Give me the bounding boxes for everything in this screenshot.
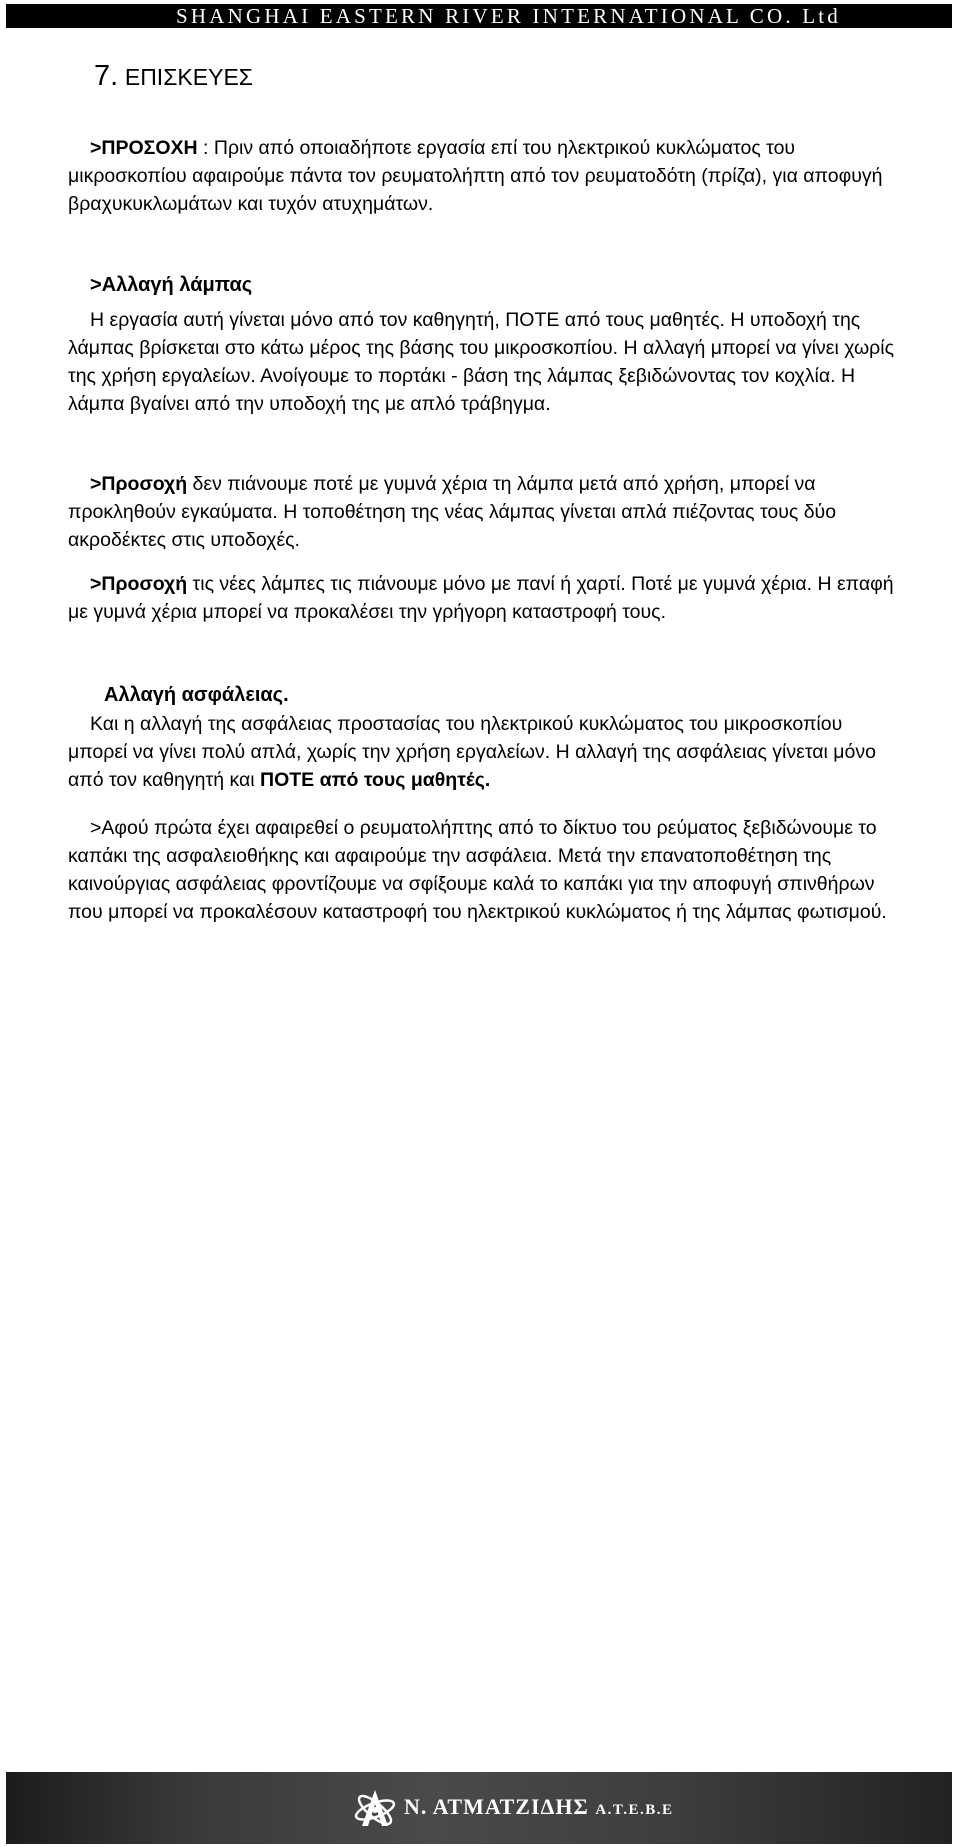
fuse-body-bold: ΠΟΤΕ από τους μαθητές. [260,769,491,791]
warning-text: : Πριν από οποιαδήποτε εργασία επί του ηλεκτρικού κυκλώματος του μικροσκοπίου αφαιρούμε πάντα τον ρευματολήπτη από τον ρευματοδότη (πρίζα), για αποφυγή βραχυκυκλωμάτων και τυχόν ατυχημάτων. [68,137,883,215]
fuse-body-paragraph [68,710,898,794]
fuse-step-text: >Αφού πρώτα έχει αφαιρεθεί ο ρευματολήπτης από το δίκτυο του ρεύματος ξεβιδώνουμε το καπάκι της ασφαλειοθήκης και αφαιρούμε την ασφάλεια. Μετά την επανατοποθέτηση της καινούργιας ασφάλειας φροντίζουμε να σφίξουμε καλά το καπάκι για την αποφυγή σπινθήρων που μπορεί να προκαλέσουν καταστροφή του ηλεκτρικού κυκλώματος ή της λάμπας φωτισμού. [68,817,887,923]
warning-paragraph [68,134,898,218]
lamp-body-paragraph [68,306,898,418]
lamp-caution1-paragraph [68,470,898,554]
atom-logo-icon [352,1786,398,1830]
header-bar [6,4,952,28]
lamp-body-text: Η εργασία αυτή γίνεται μόνο από τον καθηγητή, ΠΟΤΕ από τους μαθητές. Η υποδοχή της λάμπας βρίσκεται στο κάτω μέρος της βάσης του μικροσκοπίου. Η αλλαγή μπορεί να γίνει χωρίς της χρήση εργαλείων. Ανοίγουμε το πορτάκι - βάση της λάμπας ξεβιδώνοντας τον κοχλία. Η λάμπα βγαίνει από την υποδοχή της με απλό τράβηγμα. [68,309,894,415]
lamp-caution2-text: τις νέες λάμπες τις πιάνουμε μόνο με πανί ή χαρτί. Ποτέ με γυμνά χέρια. Η επαφή με γυμνά χέρια μπορεί να προκαλέσει την γρήγορη καταστροφή τους. [68,573,894,623]
warning-label: >ΠΡΟΣΟΧΗ [90,137,198,159]
lamp-heading: >Αλλαγή λάμπας [90,274,253,296]
footer-company [404,1794,674,1820]
fuse-step-paragraph [68,814,898,926]
section-number: 7. [94,60,119,92]
header-company-name: SHANGHAI EASTERN RIVER INTERNATIONAL CO. Ltd [176,4,841,28]
lamp-caution1-text: δεν πιάνουμε ποτέ με γυμνά χέρια τη λάμπα μετά από χρήση, μπορεί να προκληθούν εγκαύματα. Η τοποθέτηση της νέας λάμπας γίνεται απλά πιέζοντας τους δύο ακροδέκτες στις υποδοχές. [68,473,837,551]
fuse-heading: Αλλαγή ασφάλειας. [104,684,289,706]
lamp-caution2-label: >Προσοχή [90,573,188,595]
footer-company-name: Ν. ΑΤΜΑΤΖΙΔΗΣ [404,1794,589,1819]
section-title-text: ΕΠΙΣΚΕΥΕΣ [124,64,253,90]
fuse-body-text: Και η αλλαγή της ασφάλειας προστασίας του ηλεκτρικού κυκλώματος του μικροσκοπίου μπορεί να γίνει πολύ απλά, χωρίς την χρήση εργαλείων. Η αλλαγή της ασφάλειας γίνεται μόνο από τον καθηγητή και [68,713,876,791]
footer-company-suffix: Α.Τ.Ε.Β.Ε [595,1802,674,1818]
section-title [94,60,253,93]
lamp-caution2-paragraph [68,570,898,626]
lamp-caution1-label: >Προσοχή [90,473,188,495]
footer-bar [6,1772,952,1844]
